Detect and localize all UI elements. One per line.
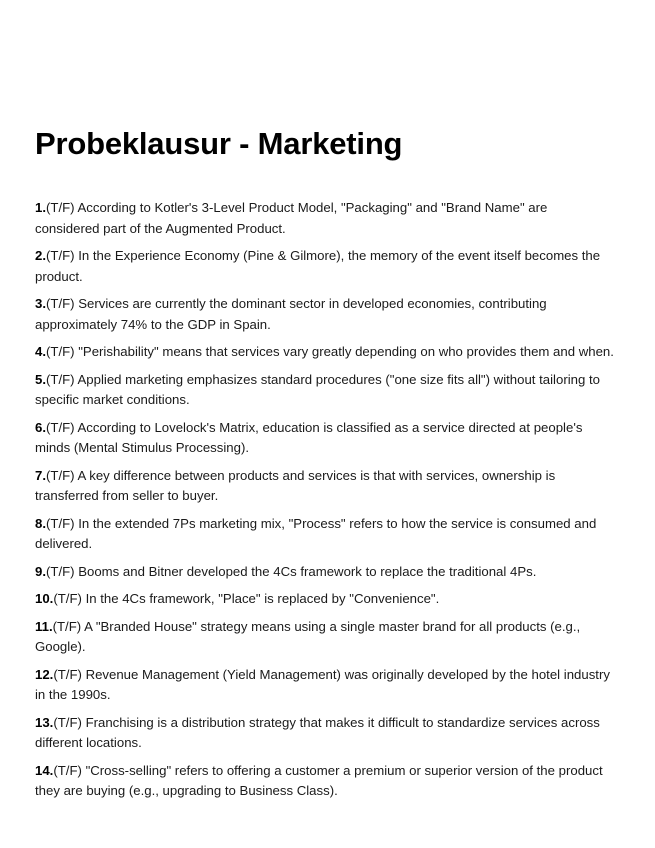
question-item (35, 514, 615, 555)
question-text: (T/F) A key difference between products and services is that with services, ownership is transferred from seller to buyer. (35, 467, 556, 503)
question-number: 11. (35, 618, 53, 634)
question-number: 4. (35, 344, 46, 359)
question-number: 9. (35, 563, 46, 579)
question-text: (T/F) Services are currently the dominant sector in developed economies, contributing approximately 74% to the GDP in Spain. (35, 296, 547, 332)
question-text: (T/F) Booms and Bitner developed the 4Cs framework to replace the traditional 4Ps. (46, 563, 537, 579)
question-item (35, 589, 615, 610)
question-item (35, 713, 615, 754)
question-item (35, 617, 615, 658)
question-number: 10. (35, 591, 54, 606)
question-text: (T/F) Applied marketing emphasizes standard procedures ("one size fits all") without tailoring to specific market conditions. (35, 371, 600, 407)
question-text: (T/F) In the extended 7Ps marketing mix, "Process" refers to how the service is consumed and delivered. (35, 515, 597, 551)
question-number: 5. (35, 371, 46, 387)
question-number: 6. (35, 419, 46, 435)
question-item (35, 418, 615, 459)
question-text: (T/F) In the Experience Economy (Pine & Gilmore), the memory of the event itself becomes the product. (35, 248, 601, 284)
question-item (35, 370, 615, 411)
question-text: (T/F) "Perishability" means that services vary greatly depending on who provides them and when. (46, 344, 614, 359)
question-item (35, 665, 615, 706)
page-title: Probeklausur - Marketing (35, 126, 403, 161)
question-item (35, 761, 615, 802)
question-number: 14. (35, 762, 54, 778)
question-number: 8. (35, 515, 46, 531)
question-list (35, 198, 615, 809)
question-item (35, 466, 615, 507)
question-item (35, 342, 615, 363)
question-number: 7. (35, 467, 46, 483)
question-item (35, 294, 615, 335)
question-item (35, 198, 615, 239)
question-item (35, 562, 615, 583)
question-text: (T/F) A "Branded House" strategy means using a single master brand for all products (e.g., Google). (35, 618, 581, 654)
question-text: (T/F) In the 4Cs framework, "Place" is replaced by "Convenience". (53, 591, 440, 606)
question-text: (T/F) According to Lovelock's Matrix, education is classified as a service directed at people's minds (Mental Stimulus Processing). (35, 419, 583, 455)
question-item (35, 246, 615, 287)
question-number: 3. (35, 296, 46, 311)
question-text: (T/F) Franchising is a distribution strategy that makes it difficult to standardize services across different locations. (35, 714, 600, 750)
question-number: 13. (35, 714, 54, 730)
question-text: (T/F) According to Kotler's 3-Level Product Model, "Packaging" and "Brand Name" are considered part of the Augmented Product. (35, 200, 548, 236)
question-number: 2. (35, 248, 46, 263)
question-text: (T/F) Revenue Management (Yield Management) was originally developed by the hotel industry in the 1990s. (35, 666, 610, 702)
question-text: (T/F) "Cross-selling" refers to offering a customer a premium or superior version of the product they are buying (e.g., upgrading to Business Class). (35, 762, 603, 798)
question-number: 12. (35, 666, 54, 682)
question-number: 1. (35, 200, 46, 215)
